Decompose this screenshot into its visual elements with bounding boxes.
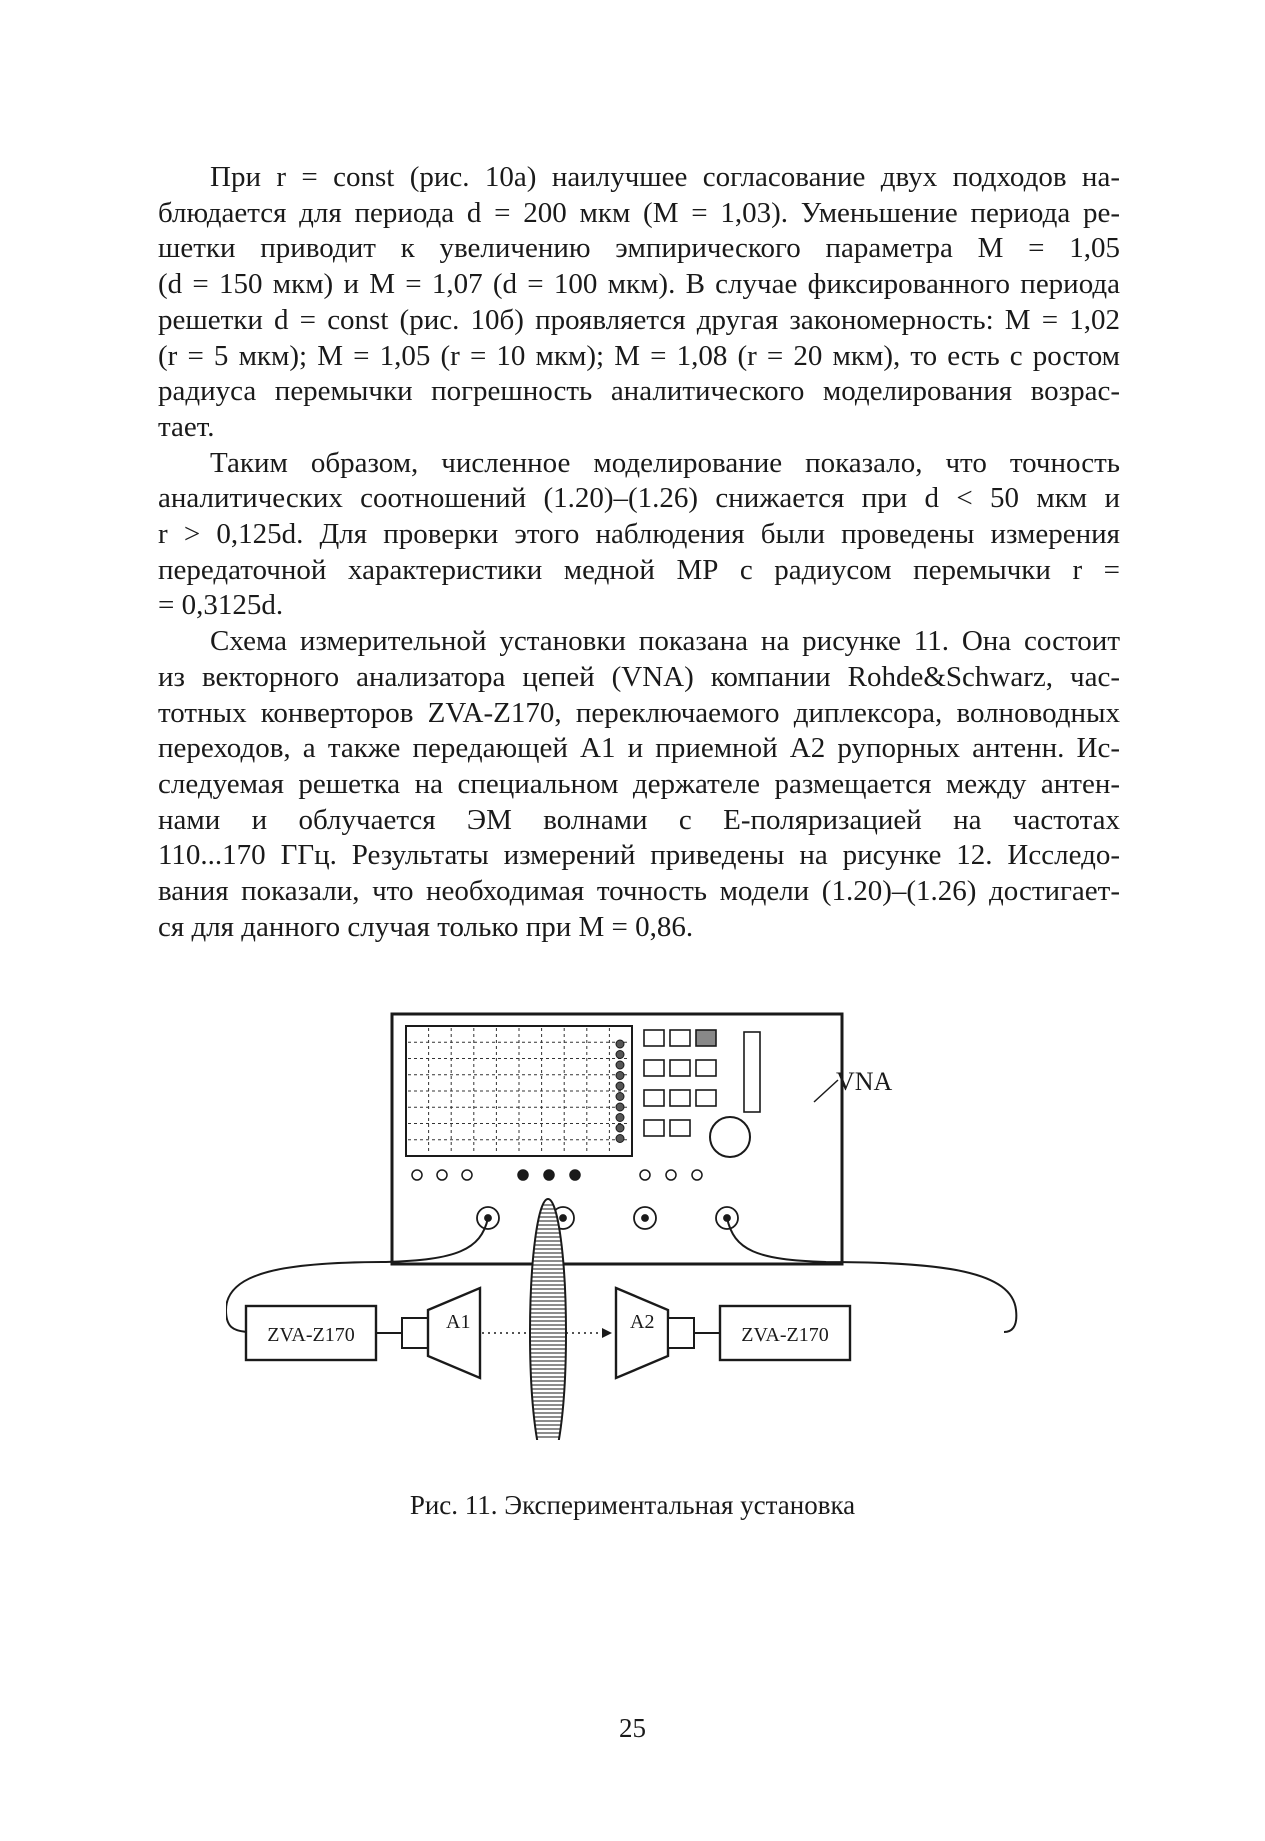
text-line: Схема измерительной установки показана на рисунке 11. Она состоит <box>210 625 1120 658</box>
converter-right-label: ZVA-Z170 <box>741 1324 829 1346</box>
paragraph-2 <box>158 446 1120 625</box>
text-line: блюдается для периода d = 200 мкм (M = 1,03). Уменьшение периода ре- <box>158 196 1120 229</box>
text-line: переходов, а также передающей A1 и приемной A2 рупорных антенн. Ис- <box>158 732 1120 765</box>
text-line: Таким образом, численное моделирование показало, что точность <box>210 446 1120 479</box>
text-line: тотных конверторов ZVA-Z170, переключаемого диплексора, волноводных <box>158 696 1120 729</box>
text-line: решетки d = const (рис. 10б) проявляется другая закономерность: M = 1,02 <box>158 303 1120 336</box>
grating <box>530 1199 566 1440</box>
horn-a2 <box>616 1288 668 1378</box>
text-line: шетки приводит к увеличению эмпирического параметра M = 1,05 <box>158 232 1120 265</box>
text-line: = 0,3125d. <box>158 589 284 622</box>
setup-diagram-svg <box>226 1010 1046 1440</box>
text-line: При r = const (рис. 10a) наилучшее согласование двух подходов на- <box>210 161 1120 193</box>
text-line: ся для данного случая только при M = 0,86. <box>158 910 694 943</box>
body-text <box>158 160 1120 945</box>
text-line: (r = 5 мкм); M = 1,05 (r = 10 мкм); M = 1,08 (r = 20 мкм), то есть с ростом <box>158 339 1120 372</box>
text-line: (d = 150 мкм) и M = 1,07 (d = 100 мкм). В случае фиксированного периода <box>158 268 1120 301</box>
text-line: тает. <box>158 410 215 443</box>
transition-right <box>668 1318 694 1348</box>
text-line: радиуса перемычки погрешность аналитического моделирования возрас- <box>158 375 1120 408</box>
text-line: передаточной характеристики медной МР с радиусом перемычки r = <box>158 553 1120 586</box>
beam-arrow <box>602 1328 612 1338</box>
transition-left <box>402 1318 428 1348</box>
text-line: из векторного анализатора цепей (VNA) компании Rohde&Schwarz, час- <box>158 660 1120 693</box>
vna-screen <box>406 1026 632 1156</box>
vna-label: VNA <box>836 1067 893 1096</box>
paragraph-3 <box>158 624 1120 945</box>
converter-left-label: ZVA-Z170 <box>267 1324 355 1346</box>
vna-knob <box>710 1117 750 1157</box>
figure-caption: Рис. 11. Экспериментальная установка <box>409 1490 856 1520</box>
text-line: вания показали, что необходимая точность модели (1.20)–(1.26) достигает- <box>158 875 1120 908</box>
vna-slot <box>744 1032 760 1112</box>
horn-a1-label: A1 <box>446 1311 471 1333</box>
text-line: r > 0,125d. Для проверки этого наблюдения были проведены измерения <box>158 518 1120 551</box>
page-number: 25 <box>619 1713 646 1743</box>
setup-diagram <box>226 1010 1046 1440</box>
horn-a2-label: A2 <box>630 1311 655 1333</box>
text-line: 110...170 ГГц. Результаты измерений приведены на рисунке 12. Исследо- <box>158 839 1120 872</box>
text-line: следуемая решетка на специальном держателе размещается между антен- <box>158 767 1120 800</box>
horn-a1 <box>428 1288 480 1378</box>
text-line: аналитических соотношений (1.20)–(1.26) снижается при d < 50 мкм и <box>158 482 1120 515</box>
text-line: нами и облучается ЭМ волнами с E-поляризацией на частотах <box>158 803 1120 836</box>
paragraph-1 <box>158 160 1120 446</box>
